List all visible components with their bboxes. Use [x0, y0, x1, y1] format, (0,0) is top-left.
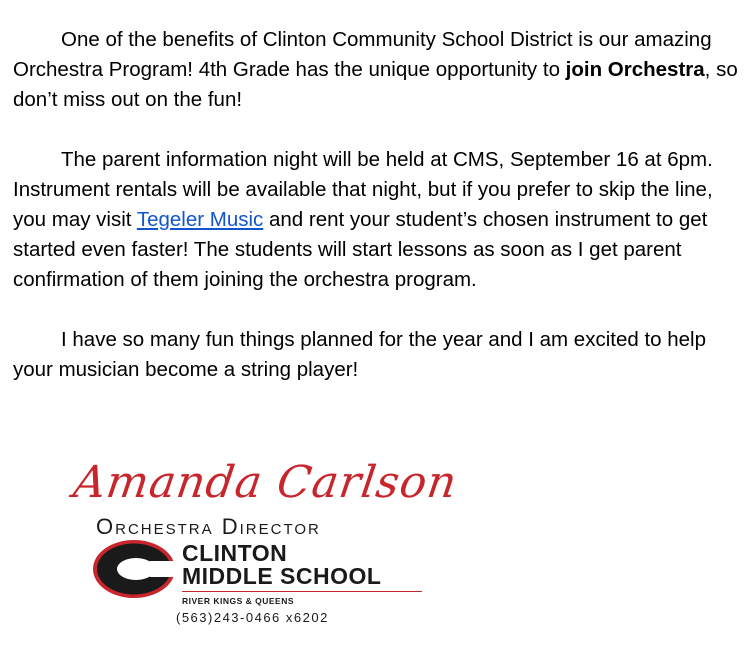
- bold-join-orchestra: join Orchestra: [565, 58, 705, 81]
- paragraph-text: , so don’t miss out on the fun!: [13, 58, 738, 111]
- paragraph-text: I have so many fun things planned for the year and I am excited to help your musician become a string player!: [13, 328, 707, 381]
- paragraph-text: and rent your student’s chosen instrument to get started even faster! The students will start lessons as soon as I get parent confirmation of them joining the orchestra program.: [13, 208, 708, 291]
- block-c-logo-icon: [92, 539, 176, 599]
- email-body: [13, 25, 741, 415]
- signature-title: Orchestra Director: [96, 514, 321, 539]
- email-signature: [70, 455, 461, 635]
- school-name-line-2: MIDDLE SCHOOL: [182, 563, 382, 589]
- logo-divider: [182, 591, 422, 592]
- paragraph-info-night: [13, 145, 741, 295]
- school-name-line-1: CLINTON: [182, 540, 288, 566]
- phone-number: (563)243-0466 x6202: [176, 610, 329, 625]
- paragraph-text: One of the benefits of Clinton Community School District is our amazing Orchestra Program! 4th Grade has the unique opportunity to: [13, 28, 712, 81]
- paragraph-text: The parent information night will be held at CMS, September 16 at 6pm. Instrument rentals will be available that night, but if you prefer to skip the line, you may visit: [13, 148, 713, 231]
- signature-name: Amanda Carlson: [70, 457, 461, 508]
- paragraph-excited: [13, 325, 741, 385]
- paragraph-orchestra-program: [13, 25, 741, 115]
- tegeler-music-link[interactable]: Tegeler Music: [136, 208, 264, 231]
- school-tagline: RIVER KINGS & QUEENS: [182, 596, 295, 606]
